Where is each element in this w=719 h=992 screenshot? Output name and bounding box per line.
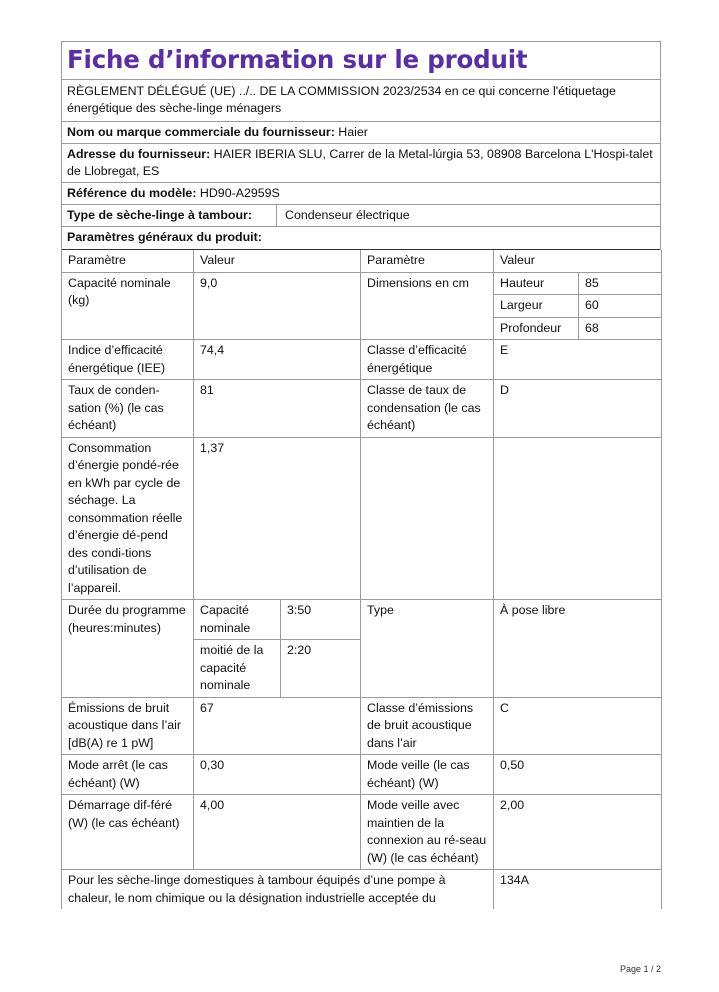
dim-width-label: Largeur bbox=[494, 295, 579, 318]
standby-network-label: Mode veille avec maintien de la connexion au ré-seau (W) (le cas échéant) bbox=[361, 795, 494, 870]
duration-half-value: 2:20 bbox=[281, 640, 361, 697]
duration-label: Durée du programme (heures:minutes) bbox=[62, 600, 194, 698]
off-mode-value: 0,30 bbox=[194, 755, 361, 795]
supplier-address-label: Adresse du fournisseur: bbox=[67, 147, 211, 161]
empty-cell bbox=[494, 437, 662, 600]
model-ref-label: Référence du modèle: bbox=[67, 186, 197, 200]
empty-cell bbox=[361, 437, 494, 600]
dim-depth-value: 68 bbox=[579, 317, 662, 339]
delay-start-value: 4,00 bbox=[194, 795, 361, 870]
refrigerant-value: 134A bbox=[494, 870, 662, 910]
params-table bbox=[61, 250, 662, 909]
model-ref-row bbox=[62, 182, 660, 204]
header-param: Paramètre bbox=[62, 250, 194, 272]
table-row bbox=[62, 755, 662, 795]
page-title: Fiche d’information sur le produit bbox=[67, 45, 528, 74]
page-number: Page 1 / 2 bbox=[620, 964, 662, 974]
supplier-name-label: Nom ou marque commerciale du fournisseur: bbox=[67, 125, 335, 139]
table-row bbox=[62, 437, 662, 600]
supplier-address-row bbox=[62, 143, 660, 182]
sheet-frame bbox=[61, 41, 661, 250]
standby-value: 0,50 bbox=[494, 755, 662, 795]
capacity-value: 9,0 bbox=[194, 272, 361, 340]
consumption-value: 1,37 bbox=[194, 437, 361, 600]
condensation-class-label: Classe de taux de condensation (le cas échéant) bbox=[361, 380, 494, 438]
delay-start-label: Démarrage dif-féré (W) (le cas échéant) bbox=[62, 795, 194, 870]
header-value-2: Valeur bbox=[494, 250, 662, 272]
header-value: Valeur bbox=[194, 250, 361, 272]
noise-label: Émissions de bruit acoustique dans l’air [dB(A) re 1 pW] bbox=[62, 697, 194, 755]
dimensions-label: Dimensions en cm bbox=[361, 272, 494, 340]
condensation-label: Taux de conden-sation (%) (le cas échéant) bbox=[62, 380, 194, 438]
capacity-label: Capacité nominale (kg) bbox=[62, 272, 194, 340]
dim-depth-label: Profondeur bbox=[494, 317, 579, 339]
table-row bbox=[62, 380, 662, 438]
dryer-type-label: Type de sèche-linge à tambour: bbox=[62, 205, 277, 226]
noise-class-value: C bbox=[494, 697, 662, 755]
standby-label: Mode veille (le cas échéant) (W) bbox=[361, 755, 494, 795]
type-label: Type bbox=[361, 600, 494, 698]
duration-full-label: Capacité nominale bbox=[194, 600, 281, 640]
table-row bbox=[62, 600, 662, 698]
consumption-label: Consommation d’énergie pondé-rée en kWh par cycle de séchage. La consommation réelle d’énergie dé-pend des condi-tions d’utilisation de l’appareil. bbox=[62, 437, 194, 600]
energy-class-label: Classe d’efficacité énergétique bbox=[361, 340, 494, 380]
product-info-sheet bbox=[61, 41, 661, 909]
duration-full-value: 3:50 bbox=[287, 603, 312, 617]
table-row bbox=[62, 870, 662, 910]
dryer-type-row bbox=[62, 204, 660, 226]
eei-label: Indice d’efficacité énergétique (IEE) bbox=[62, 340, 194, 380]
energy-class-value: E bbox=[494, 340, 662, 380]
table-row bbox=[62, 272, 662, 340]
standby-network-value: 2,00 bbox=[494, 795, 662, 870]
header-param-2: Paramètre bbox=[361, 250, 494, 272]
supplier-name-row bbox=[62, 121, 660, 143]
supplier-name-value: Haier bbox=[338, 125, 368, 139]
table-row bbox=[62, 697, 662, 755]
duration-cell bbox=[194, 600, 361, 698]
condensation-class-value: D bbox=[494, 380, 662, 438]
dimensions-table bbox=[494, 273, 661, 340]
noise-value: 67 bbox=[194, 697, 361, 755]
dimensions-cell bbox=[494, 272, 662, 340]
eei-value: 74,4 bbox=[194, 340, 361, 380]
regulation-text: RÈGLEMENT DÉLÉGUÉ (UE) ../.. DE LA COMMISSION 2023/2534 en ce qui concerne l'étiquetage énergétique des sèche-linge ménagers bbox=[62, 79, 660, 121]
model-ref-value: HD90-A2959S bbox=[199, 186, 280, 200]
dim-height-value: 85 bbox=[585, 275, 599, 290]
table-row bbox=[62, 795, 662, 870]
duration-half-label: moitié de la capacité nominale bbox=[194, 640, 281, 697]
noise-class-label: Classe d’émissions de bruit acoustique dans l’air bbox=[361, 697, 494, 755]
off-mode-label: Mode arrêt (le cas échéant) (W) bbox=[62, 755, 194, 795]
dryer-type-value: Condenseur électrique bbox=[285, 208, 410, 222]
type-value: À pose libre bbox=[494, 600, 662, 698]
supplier-address-value: HAIER IBERIA SLU, Carrer de la Metal-lúrgia 53, 08908 Barcelona L'Hospi-talet de Llobregat, ES bbox=[67, 147, 653, 178]
dim-width-value: 60 bbox=[579, 295, 662, 318]
condensation-value: 81 bbox=[194, 380, 361, 438]
params-heading: Paramètres généraux du produit: bbox=[62, 226, 660, 250]
table-header-row bbox=[62, 250, 662, 272]
refrigerant-label: Pour les sèche-linge domestiques à tambour équipés d’une pompe à chaleur, le nom chimique ou la désignation industrielle acceptée du bbox=[62, 870, 494, 910]
duration-table bbox=[194, 600, 360, 697]
dim-height-label: Hauteur bbox=[494, 273, 579, 295]
table-row bbox=[62, 340, 662, 380]
